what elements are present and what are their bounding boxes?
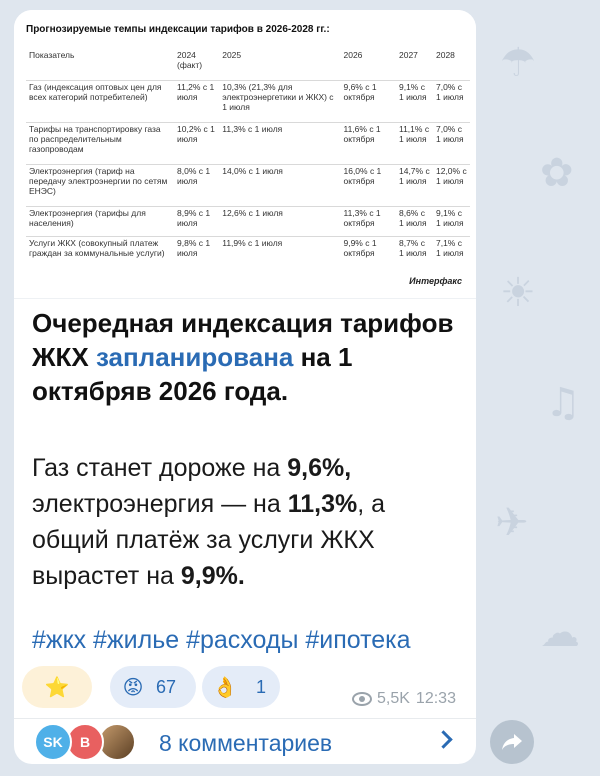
table-cell: 8,7% с 1 июля — [396, 237, 433, 279]
table-header-row — [26, 48, 470, 81]
table-header-cell: Показатель — [29, 50, 75, 60]
table-header-cell: 2027 — [398, 50, 418, 60]
reaction-count: 67 — [156, 676, 177, 697]
share-arrow-icon — [501, 733, 523, 751]
comments-button[interactable] — [14, 719, 476, 764]
table-cell: 11,3% с 1 октября — [340, 207, 396, 237]
ok-hand-icon: 👌 — [212, 676, 238, 699]
table-cell: 8,6% с 1 июля — [396, 207, 433, 237]
table-cell: 9,8% с 1 июля — [174, 237, 219, 279]
total-percent: 9,9%. — [180, 562, 245, 590]
table-header-cell: 2025 — [222, 50, 242, 60]
source-watermark: Интерфакс — [409, 276, 462, 286]
table-title: Прогнозируемые темпы индексации тарифов в 2026-2028 гг.: — [26, 24, 330, 35]
chevron-right-icon — [434, 730, 452, 748]
channel-message — [14, 10, 476, 764]
message-body — [32, 450, 462, 594]
reaction-ok-hand[interactable] — [202, 666, 280, 708]
table-cell: 8,0% с 1 июля — [174, 165, 219, 207]
table-cell: 9,6% с 1 октября — [340, 81, 396, 123]
table-cell: Тарифы на транспортировку газа по распределительным газопроводам — [26, 123, 174, 165]
body-text: электроэнергия — на — [32, 490, 288, 518]
star-emoji-icon: ⭐ — [44, 676, 70, 699]
comments-label: 8 комментариев — [159, 730, 333, 756]
table-cell: 14,7% с 1 июля — [396, 165, 433, 207]
table-cell: 16,0% с 1 октября — [340, 165, 396, 207]
table-cell: 11,6% с 1 октября — [340, 123, 396, 165]
table-cell: 7,0% с 1 июля — [433, 81, 470, 123]
angry-face-icon: 😡 — [122, 676, 144, 699]
hashtag-links[interactable]: #жкх #жилье #расходы #ипотека — [32, 626, 411, 654]
table-cell: 12,0% с 1 июля — [433, 165, 470, 207]
body-text: Газ станет дороже на — [32, 454, 288, 482]
table-cell: 7,1% с 1 июля — [433, 237, 470, 279]
headline-link[interactable]: запланирована — [95, 342, 294, 372]
table-cell: Электроэнергия (тарифы для населения) — [26, 207, 174, 237]
gas-percent: 9,6%, — [287, 454, 352, 482]
table-cell: 9,1% с 1 июля — [396, 81, 433, 123]
table-cell: 8,9% с 1 июля — [174, 207, 219, 237]
table-cell: 11,3% с 1 июля — [219, 123, 340, 165]
table-row — [26, 81, 470, 123]
table-cell: 10,3% (21,3% для электроэнергетики и ЖКХ) с 1 июля — [219, 81, 340, 123]
table-cell: 7,0% с 1 июля — [433, 123, 470, 165]
table-cell: 11,9% с 1 июля — [219, 237, 340, 279]
table-cell: 9,1% с 1 июля — [433, 207, 470, 237]
table-row — [26, 123, 470, 165]
table-row — [26, 165, 470, 207]
table-row — [26, 237, 470, 279]
table-header-cell: 2026 — [343, 50, 363, 60]
chat-wallpaper: ☂ ✿ ☀ ♫ ✈ ☁ — [495, 40, 581, 656]
table-cell: 12,6% с 1 июля — [219, 207, 340, 237]
power-percent: 11,3% — [287, 490, 358, 518]
table-cell: 11,1% с 1 июля — [396, 123, 433, 165]
table-cell: Электроэнергия (тариф на передачу электроэнергии по сетям ЕНЭС) — [26, 165, 174, 207]
table-row — [26, 207, 470, 237]
table-cell: 14,0% с 1 июля — [219, 165, 340, 207]
commenter-avatar: SK — [34, 723, 72, 761]
view-count: 5,5K — [377, 690, 410, 707]
message-headline — [32, 306, 462, 408]
reaction-count: 1 — [256, 676, 267, 697]
share-button[interactable] — [490, 720, 534, 764]
tariff-table — [26, 48, 470, 279]
table-cell: 10,2% с 1 июля — [174, 123, 219, 165]
message-meta — [352, 690, 456, 708]
commenter-avatar: B — [66, 723, 104, 761]
headline-text: на 1 октябряв 2026 года. — [32, 342, 353, 406]
table-cell: Услуги ЖКХ (совокупный платеж граждан за коммунальные услуги) — [26, 237, 174, 279]
headline-text: Очередная индексация тарифов ЖКХ — [32, 308, 454, 372]
message-time: 12:33 — [415, 690, 456, 707]
table-cell: Газ (индексация оптовых цен для всех категорий потребителей) — [26, 81, 174, 123]
table-cell: 9,9% с 1 октября — [340, 237, 396, 279]
tariff-table-image[interactable] — [14, 10, 476, 299]
reaction-angry[interactable] — [110, 666, 196, 708]
eye-icon — [352, 692, 372, 706]
table-header-cell: 2024 (факт) — [177, 50, 203, 70]
reaction-star[interactable] — [22, 666, 92, 708]
table-header-cell: 2028 — [435, 50, 455, 60]
body-text: , а общий платёж за услуги ЖКХ вырастет на — [32, 490, 386, 590]
table-cell: 11,2% с 1 июля — [174, 81, 219, 123]
